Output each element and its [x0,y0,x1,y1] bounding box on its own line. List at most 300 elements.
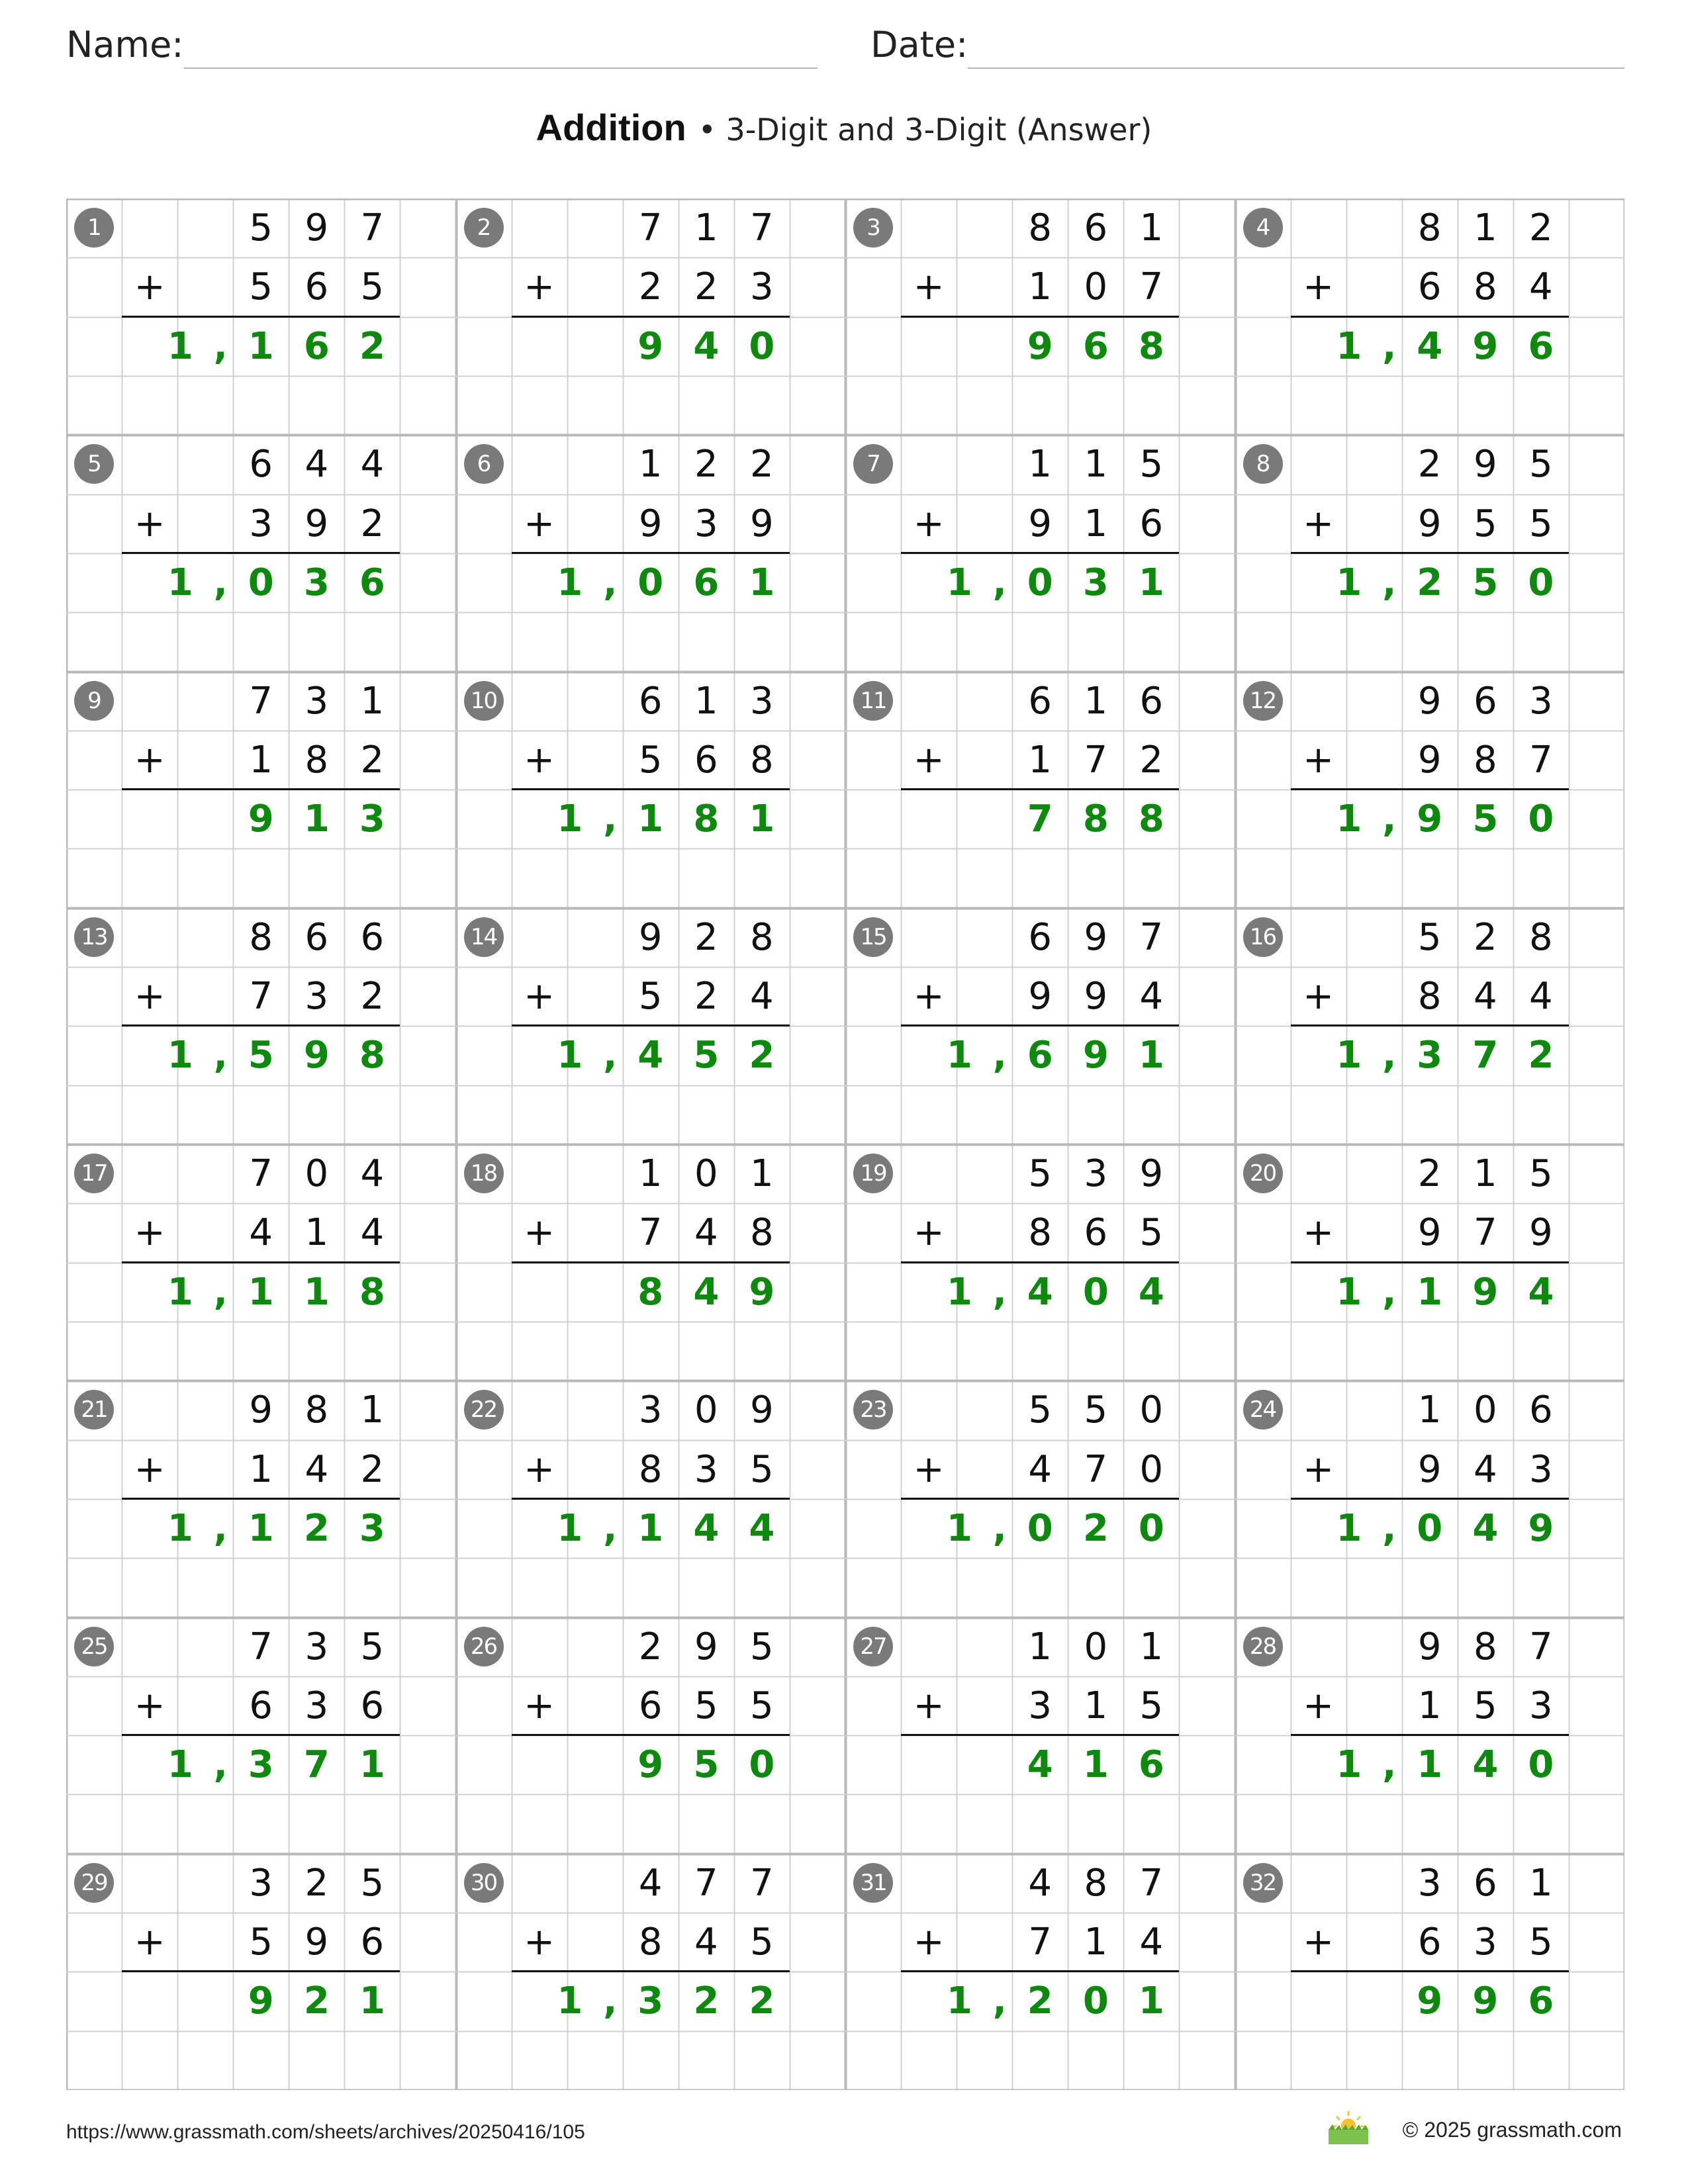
answer-digit: 0 [1528,797,1554,841]
problem-number-badge: 11 [853,681,893,721]
addend-top-digit: 2 [305,1861,329,1905]
answer-digit: 1 [557,1034,583,1077]
addend-top-digit: 6 [1473,679,1497,723]
addend-bottom-digit: 0 [1084,265,1108,309]
addend-top-digit: 8 [1417,206,1442,250]
addend-top-digit: 1 [1028,443,1053,486]
plus-sign: + [524,1921,555,1964]
addend-top-digit: 1 [638,1152,663,1195]
answer-digit: 2 [693,1979,720,2023]
addend-top-digit: 0 [694,1152,718,1195]
addend-top-digit: 2 [1529,206,1553,250]
plus-sign: + [1303,1921,1335,1964]
answer-digit: , [213,1506,228,1550]
plus-sign: + [913,1684,945,1727]
addend-top-digit: 9 [1417,679,1442,723]
answer-digit: 6 [359,561,385,604]
answer-digit: 1 [749,797,775,841]
addend-bottom-digit: 9 [1084,975,1108,1019]
addend-bottom-digit: 8 [1417,975,1442,1019]
problem-number-badge: 5 [74,444,114,484]
addend-bottom-digit: 2 [1139,738,1164,782]
answer-digit: , [1382,1034,1397,1077]
addend-bottom-digit: 2 [694,975,718,1019]
answer-digit: 6 [1528,324,1554,368]
addend-top-digit: 3 [305,679,329,723]
answer-digit: 4 [1027,1743,1053,1787]
addend-top-digit: 7 [249,1152,273,1195]
addend-top-digit: 7 [1139,915,1164,959]
plus-sign: + [134,738,165,782]
addend-bottom-digit: 3 [305,975,329,1019]
plus-sign: + [913,738,945,782]
addend-bottom-digit: 1 [1417,1684,1442,1727]
plus-sign: + [913,1447,945,1491]
addend-top-digit: 1 [1139,1625,1164,1668]
answer-digit: 0 [1082,1270,1109,1314]
addend-top-digit: 9 [249,1388,273,1432]
answer-digit: 3 [359,1506,385,1550]
answer-digit: 1 [1336,797,1362,841]
problem-number-badge: 31 [853,1863,893,1903]
answer-digit: 1 [248,1270,274,1314]
answer-digit: 3 [359,797,385,841]
addend-top-digit: 5 [1028,1152,1053,1195]
addend-bottom-digit: 7 [638,1211,663,1255]
plus-sign: + [524,1211,555,1255]
answer-digit: 9 [1417,1979,1443,2023]
addend-top-digit: 2 [694,443,718,486]
answer-digit: 8 [1138,324,1164,368]
problem-number-badge: 21 [74,1390,114,1430]
date-label: Date: [870,24,968,66]
worksheet-title [0,106,1688,149]
addend-top-digit: 9 [694,1625,718,1668]
addend-bottom-digit: 5 [750,1921,774,1964]
addend-bottom-digit: 7 [1529,738,1553,782]
addend-bottom-digit: 9 [750,502,774,545]
addend-bottom-digit: 4 [1028,1447,1053,1491]
plus-sign: + [1303,502,1335,545]
answer-digit: 9 [1472,1270,1499,1314]
addend-bottom-digit: 9 [1028,975,1053,1019]
answer-digit: 2 [1082,1506,1109,1550]
addend-top-digit: 1 [1473,1152,1497,1195]
answer-digit: 0 [637,561,664,604]
answer-digit: 1 [1417,1270,1443,1314]
plus-sign: + [524,975,555,1019]
addend-top-digit: 8 [1529,915,1553,959]
answer-digit: , [992,1270,1007,1314]
addend-top-digit: 3 [1417,1861,1442,1905]
problem-number-badge: 14 [464,917,504,957]
answer-digit: 4 [1417,324,1443,368]
addend-top-digit: 1 [1139,206,1164,250]
plus-sign: + [524,1684,555,1727]
answer-digit: 6 [1528,1979,1554,2023]
problem-number-badge: 27 [853,1627,893,1666]
answer-digit: , [213,324,228,368]
answer-digit: 4 [1027,1270,1053,1314]
answer-digit: 4 [637,1034,664,1077]
addend-top-digit: 3 [1529,679,1553,723]
problem-number-badge: 28 [1243,1627,1283,1666]
addend-top-digit: 1 [1028,1625,1053,1668]
answer-digit: 3 [637,1979,664,2023]
answer-digit: 0 [749,1743,775,1787]
answer-digit: 7 [1027,797,1053,841]
answer-digit: 0 [1417,1506,1443,1550]
addend-bottom-digit: 6 [305,265,329,309]
answer-digit: 4 [693,1270,720,1314]
answer-digit: , [1382,1743,1397,1787]
addend-bottom-digit: 6 [360,1921,385,1964]
answer-digit: 5 [1472,561,1499,604]
problem-number-badge: 18 [464,1154,504,1193]
answer-digit: 1 [167,1506,193,1550]
answer-digit: , [1382,1270,1397,1314]
addend-top-digit: 8 [1473,1625,1497,1668]
answer-digit: , [213,1270,228,1314]
addend-top-digit: 1 [1529,1861,1553,1905]
addend-top-digit: 6 [1084,206,1108,250]
answer-digit: 6 [303,324,330,368]
addend-bottom-digit: 7 [1084,738,1108,782]
addend-top-digit: 1 [638,443,663,486]
problem-number-badge: 9 [74,681,114,721]
addend-bottom-digit: 1 [305,1211,329,1255]
answer-digit: 5 [1472,797,1499,841]
answer-digit: 6 [1027,1034,1053,1077]
addend-top-digit: 3 [750,679,774,723]
answer-digit: 9 [1027,324,1053,368]
addend-bottom-digit: 9 [1529,1211,1553,1255]
addend-bottom-digit: 1 [1084,502,1108,545]
answer-digit: , [992,1979,1007,2023]
addend-bottom-digit: 1 [1084,1921,1108,1964]
plus-sign: + [913,265,945,309]
answer-digit: 8 [359,1270,385,1314]
answer-digit: 1 [167,1034,193,1077]
plus-sign: + [1303,265,1335,309]
addend-top-digit: 8 [249,915,273,959]
answer-digit: 3 [1082,561,1109,604]
answer-digit: 8 [637,1270,664,1314]
answer-digit: 9 [303,1034,330,1077]
addend-top-digit: 7 [750,1861,774,1905]
addend-bottom-digit: 9 [1417,1211,1442,1255]
plus-sign: + [524,1447,555,1491]
problem-number-badge: 23 [853,1390,893,1430]
addend-top-digit: 1 [1417,1388,1442,1432]
problem-number-badge: 30 [464,1863,504,1903]
addend-bottom-digit: 7 [1028,1921,1053,1964]
plus-sign: + [134,1921,165,1964]
answer-digit: 9 [1472,1979,1499,2023]
answer-digit: 1 [167,1270,193,1314]
addend-top-digit: 6 [638,679,663,723]
plus-sign: + [524,738,555,782]
addend-top-digit: 0 [1473,1388,1497,1432]
problem-number-badge: 3 [853,208,893,248]
addend-top-digit: 1 [360,1388,385,1432]
addend-bottom-digit: 1 [1028,265,1053,309]
answer-digit: 3 [1417,1034,1443,1077]
addend-bottom-digit: 4 [1529,975,1553,1019]
plus-sign: + [913,1921,945,1964]
addend-bottom-digit: 2 [360,1447,385,1491]
addend-bottom-digit: 5 [1529,1921,1553,1964]
addend-bottom-digit: 3 [694,1447,718,1491]
answer-digit: 1 [1336,324,1362,368]
answer-digit: , [1382,1506,1397,1550]
answer-digit: 8 [693,797,720,841]
addend-bottom-digit: 5 [1139,1211,1164,1255]
addend-top-digit: 9 [1084,915,1108,959]
addend-top-digit: 8 [750,915,774,959]
answer-digit: 1 [167,324,193,368]
problem-number-badge: 29 [74,1863,114,1903]
answer-digit: , [1382,797,1397,841]
problem-number-badge: 25 [74,1627,114,1666]
addend-bottom-digit: 6 [638,1684,663,1727]
problem-number-badge: 8 [1243,444,1283,484]
answer-digit: 1 [167,1743,193,1787]
plus-sign: + [1303,1211,1335,1255]
answer-digit: 1 [557,561,583,604]
addend-bottom-digit: 8 [638,1921,663,1964]
footer-copyright: © 2025 grassmath.com [1402,2118,1622,2142]
answer-digit: 1 [1336,561,1362,604]
addend-bottom-digit: 6 [1139,502,1164,545]
plus-sign: + [134,975,165,1019]
problem-number-badge: 24 [1243,1390,1283,1430]
addend-bottom-digit: 5 [1529,502,1553,545]
addend-bottom-digit: 2 [360,502,385,545]
grass-sun-logo-icon [1327,2109,1370,2146]
problem-number-badge: 4 [1243,208,1283,248]
problem-number-badge: 13 [74,917,114,957]
addend-bottom-digit: 7 [1473,1211,1497,1255]
answer-digit: 4 [693,324,720,368]
addend-top-digit: 6 [360,915,385,959]
answer-digit: 7 [1472,1034,1499,1077]
addend-bottom-digit: 4 [1473,975,1497,1019]
plus-sign: + [1303,738,1335,782]
plus-sign: + [134,1684,165,1727]
addend-top-digit: 5 [1417,915,1442,959]
addend-top-digit: 1 [1473,206,1497,250]
answer-digit: 9 [637,324,664,368]
addend-top-digit: 7 [249,1625,273,1668]
problem-number-badge: 17 [74,1154,114,1193]
answer-digit: 4 [1472,1743,1499,1787]
addend-top-digit: 7 [694,1861,718,1905]
addend-bottom-digit: 9 [1417,738,1442,782]
plus-sign: + [1303,1447,1335,1491]
addend-bottom-digit: 4 [1529,265,1553,309]
answer-digit: 1 [1336,1034,1362,1077]
title-subtitle: • 3-Digit and 3-Digit (Answer) [698,112,1152,148]
addend-bottom-digit: 3 [750,265,774,309]
addend-bottom-digit: 3 [694,502,718,545]
answer-digit: , [1382,324,1397,368]
plus-sign: + [134,265,165,309]
name-line [184,68,818,69]
addend-top-digit: 2 [694,915,718,959]
answer-digit: 1 [1336,1743,1362,1787]
addend-bottom-digit: 1 [249,738,273,782]
answer-digit: 1 [303,797,330,841]
answer-digit: , [603,1506,618,1550]
addend-bottom-digit: 3 [1529,1447,1553,1491]
answer-digit: , [603,561,618,604]
addend-top-digit: 3 [249,1861,273,1905]
addend-top-digit: 5 [750,1625,774,1668]
addend-top-digit: 5 [1028,1388,1053,1432]
plus-sign: + [524,265,555,309]
addend-top-digit: 7 [750,206,774,250]
answer-digit: 9 [1472,324,1499,368]
answer-digit: 1 [359,1743,385,1787]
addend-top-digit: 4 [305,443,329,486]
answer-digit: 1 [637,1506,664,1550]
answer-digit: 1 [749,561,775,604]
answer-digit: 2 [1027,1979,1053,2023]
addend-top-digit: 6 [1473,1861,1497,1905]
addend-bottom-digit: 4 [305,1447,329,1491]
addend-bottom-digit: 5 [1473,502,1497,545]
problem-number-badge: 19 [853,1154,893,1193]
addend-bottom-digit: 3 [1028,1684,1053,1727]
addend-bottom-digit: 1 [1084,1684,1108,1727]
addend-bottom-digit: 8 [750,738,774,782]
addend-bottom-digit: 9 [1417,1447,1442,1491]
answer-digit: 1 [248,324,274,368]
answer-digit: 0 [1027,1506,1053,1550]
plus-sign: + [524,502,555,545]
plus-sign: + [1303,975,1335,1019]
answer-digit: , [603,797,618,841]
problem-number-badge: 22 [464,1390,504,1430]
addend-top-digit: 5 [360,1861,385,1905]
answer-digit: 5 [693,1743,720,1787]
answer-digit: 1 [303,1270,330,1314]
answer-digit: 1 [946,1034,972,1077]
plus-sign: + [913,502,945,545]
addend-bottom-digit: 5 [360,265,385,309]
addend-top-digit: 9 [305,206,329,250]
addend-bottom-digit: 6 [1417,1921,1442,1964]
addend-top-digit: 6 [305,915,329,959]
answer-digit: 6 [693,561,720,604]
addend-bottom-digit: 9 [305,502,329,545]
answer-digit: 1 [557,1979,583,2023]
addend-top-digit: 6 [1139,679,1164,723]
plus-sign: + [134,502,165,545]
answer-digit: 5 [693,1034,720,1077]
addend-bottom-digit: 7 [1084,1447,1108,1491]
answer-digit: 2 [303,1979,330,2023]
answer-digit: , [213,1743,228,1787]
date-line [968,68,1624,69]
addend-top-digit: 0 [1084,1625,1108,1668]
problem-number-badge: 6 [464,444,504,484]
answer-digit: 8 [1082,797,1109,841]
addend-bottom-digit: 6 [1417,265,1442,309]
addend-bottom-digit: 3 [249,502,273,545]
answer-digit: 1 [637,797,664,841]
addend-top-digit: 7 [638,206,663,250]
problem-number-badge: 15 [853,917,893,957]
addend-top-digit: 1 [750,1152,774,1195]
addend-top-digit: 8 [1028,206,1053,250]
addend-bottom-digit: 8 [1473,265,1497,309]
addend-top-digit: 5 [1084,1388,1108,1432]
problem-grid [66,199,1624,2090]
addend-bottom-digit: 4 [694,1211,718,1255]
answer-digit: 1 [359,1979,385,2023]
answer-digit: 0 [1027,561,1053,604]
answer-digit: 4 [1472,1506,1499,1550]
addend-bottom-digit: 9 [1417,502,1442,545]
problem-number-badge: 12 [1243,681,1283,721]
addend-top-digit: 6 [1028,679,1053,723]
answer-digit: 0 [1528,561,1554,604]
answer-digit: 2 [1417,561,1443,604]
addend-top-digit: 5 [1529,443,1553,486]
answer-digit: 6 [1082,324,1109,368]
addend-top-digit: 7 [360,206,385,250]
answer-digit: , [992,1034,1007,1077]
answer-digit: 4 [1138,1270,1164,1314]
footer-url: https://www.grassmath.com/sheets/archives/20250416/105 [66,2121,585,2143]
problem-number-badge: 20 [1243,1154,1283,1193]
addend-top-digit: 6 [249,443,273,486]
answer-digit: 1 [557,1506,583,1550]
answer-digit: 1 [946,1270,972,1314]
answer-digit: 9 [749,1270,775,1314]
answer-digit: 9 [1528,1506,1554,1550]
plus-sign: + [134,1211,165,1255]
answer-digit: 2 [303,1506,330,1550]
addend-bottom-digit: 4 [1139,975,1164,1019]
addend-bottom-digit: 8 [750,1211,774,1255]
answer-digit: 2 [1528,1034,1554,1077]
answer-digit: 3 [248,1743,274,1787]
addend-top-digit: 5 [1529,1152,1553,1195]
addend-top-digit: 5 [1139,443,1164,486]
answer-digit: 4 [749,1506,775,1550]
addend-top-digit: 7 [1139,1861,1164,1905]
answer-digit: 2 [749,1979,775,2023]
answer-digit: , [213,561,228,604]
addend-top-digit: 4 [360,1152,385,1195]
addend-top-digit: 7 [1529,1625,1553,1668]
addend-bottom-digit: 2 [360,738,385,782]
plus-sign: + [913,1211,945,1255]
addend-top-digit: 9 [638,915,663,959]
addend-top-digit: 7 [249,679,273,723]
addend-bottom-digit: 3 [1529,1684,1553,1727]
addend-bottom-digit: 9 [305,1921,329,1964]
addend-bottom-digit: 6 [249,1684,273,1727]
problem-number-badge: 10 [464,681,504,721]
answer-digit: 5 [248,1034,274,1077]
plus-sign: + [913,975,945,1019]
problem-number-badge: 26 [464,1627,504,1666]
answer-digit: 2 [749,1034,775,1077]
